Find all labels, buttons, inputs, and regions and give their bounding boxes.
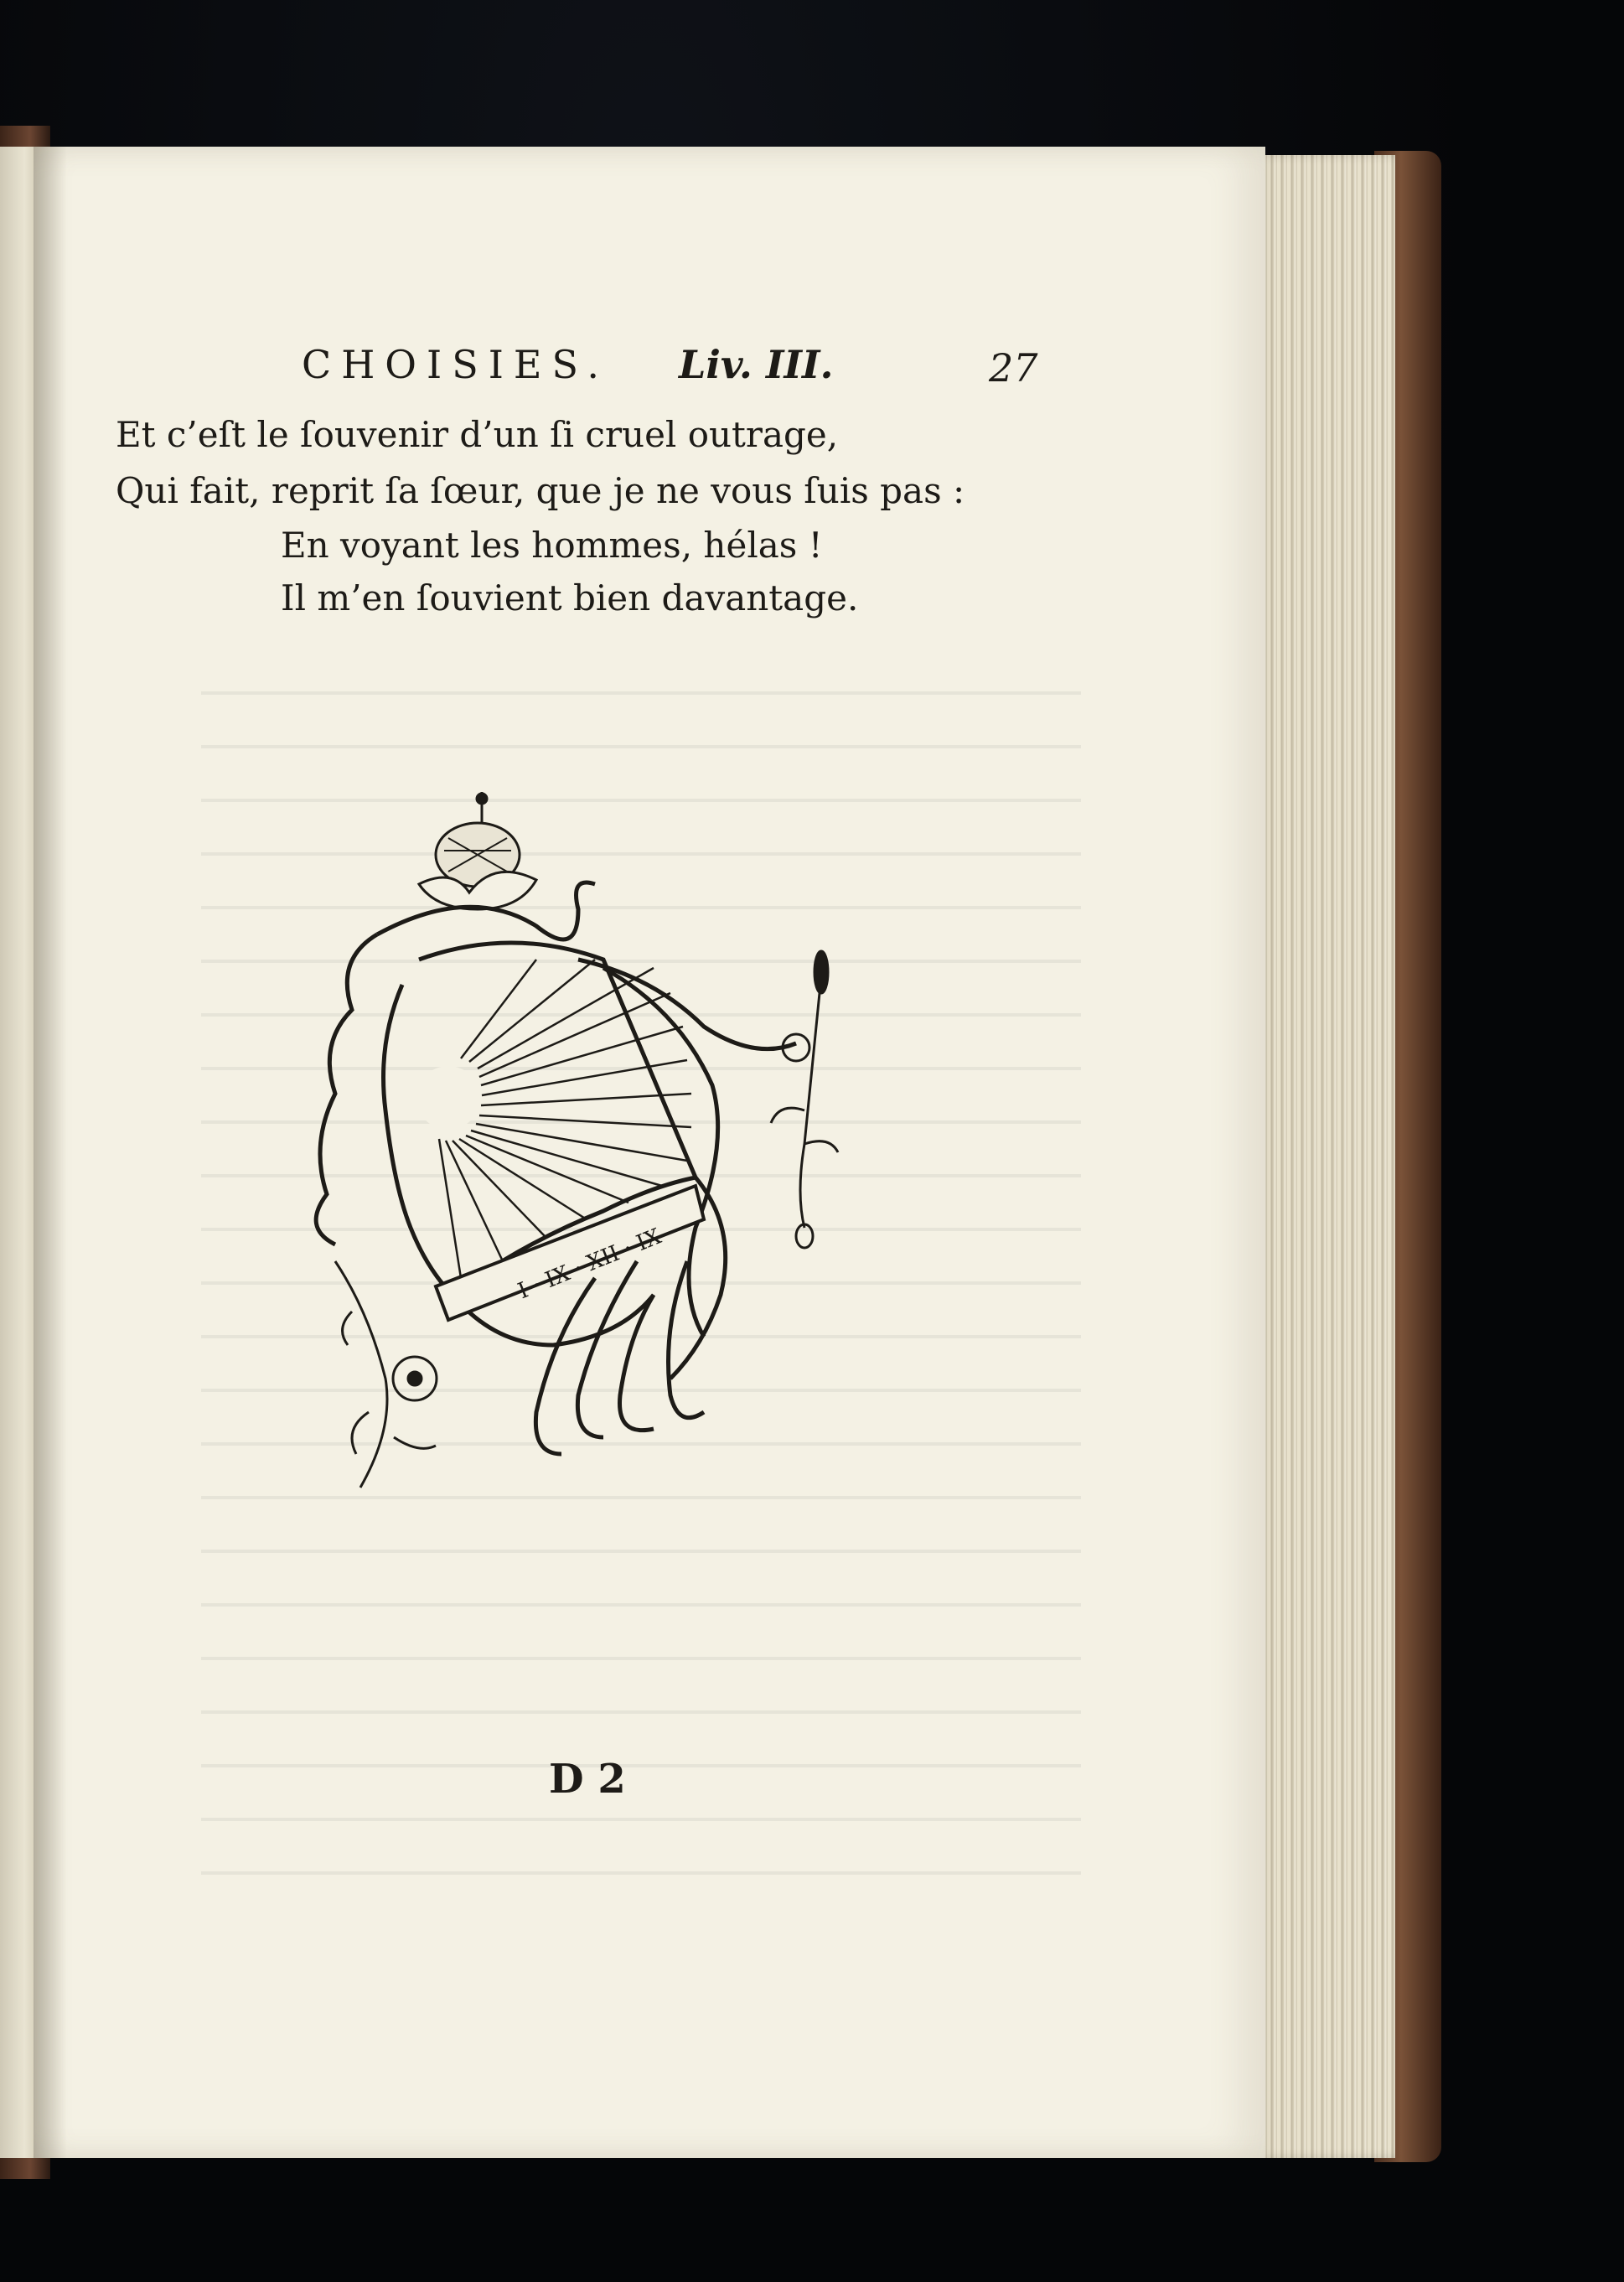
page-number: 27 xyxy=(989,345,1038,391)
verse-line: En voyant les hommes, hélas ! xyxy=(281,525,823,566)
gutter-shadow xyxy=(34,147,67,2158)
running-head-book: Liv. III. xyxy=(679,342,834,387)
left-page-edge xyxy=(0,147,35,2158)
page-edges xyxy=(1257,155,1395,2158)
verse-line: Il m’en ſouvient bien davantage. xyxy=(281,577,859,618)
verse-line: Qui fait, reprit ſa ſœur, que je ne vous ſuis pas : xyxy=(116,470,965,511)
sun-cartouche-ornament-icon xyxy=(302,792,905,1496)
book-page xyxy=(34,147,1265,2158)
signature-mark: D 2 xyxy=(549,1756,626,1803)
verse-line: Et c’eſt le ſouvenir d’un ſi cruel outrage, xyxy=(116,414,839,455)
ornament-inscription: I · IX · XII · IX xyxy=(514,1224,665,1305)
running-head: CHOISIES. xyxy=(302,342,609,387)
